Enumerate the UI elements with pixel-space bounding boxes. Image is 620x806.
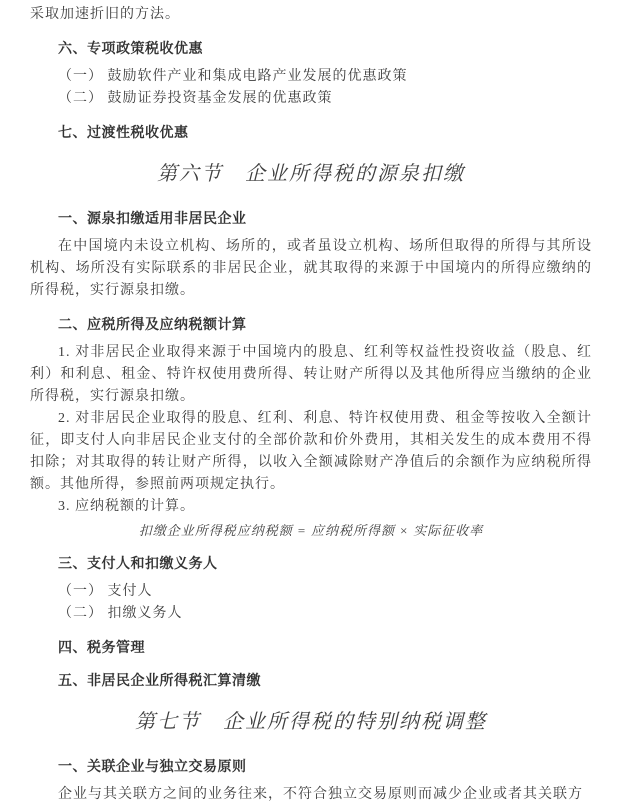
numbered-paragraph-2: 2. 对非居民企业取得的股息、红利、利息、特许权使用费、租金等按收入全额计征，即支付人向非居民企业支付的全部价款和价外费用，其相关发生的成本费用不得扣除；对其取得的转让财产所得，以收入全额减除财产净值后的余额作为应纳税所得额。其他所得，参照前两项规定执行。: [30, 411, 592, 492]
numbered-paragraph-3: 3. 应纳税额的计算。: [58, 499, 195, 514]
subsection-heading-3: 三、支付人和扣缴义务人: [58, 555, 218, 571]
list-item-payer: （一） 支付人: [58, 584, 153, 599]
list-item-1: （一） 鼓励软件产业和集成电路产业发展的优惠政策: [58, 69, 408, 84]
paragraph-last: 企业与其关联方之间的业务往来，不符合独立交易原则而减少企业或者其关联方: [58, 787, 583, 802]
subsection-heading-2: 二、应税所得及应纳税额计算: [58, 316, 247, 332]
subsection-heading-5: 五、非居民企业所得税汇算清缴: [58, 672, 261, 688]
subsection-heading-4: 四、税务管理: [58, 639, 145, 655]
list-item-2: （二） 鼓励证券投资基金发展的优惠政策: [58, 91, 333, 106]
subsection-heading-1: 一、源泉扣缴适用非居民企业: [58, 210, 247, 226]
section-title-6: 第六节 企业所得税的源泉扣缴: [157, 163, 465, 185]
section-title-7: 第七节 企业所得税的特别纳税调整: [135, 711, 487, 733]
tax-formula-line: 扣缴企业所得税应纳税额 = 应纳税所得额 × 实际征收率: [138, 523, 484, 538]
paragraph: 在中国境内未设立机构、场所的，或者虽设立机构、场所但取得的所得与其所设机构、场所没有实际联系的非居民企业，就其取得的来源于中国境内的所得应缴纳的所得税，实行源泉扣缴。: [30, 239, 592, 298]
numbered-paragraph-1: 1. 对非居民企业取得来源于中国境内的股息、红利等权益性投资收益（股息、红利）和利息、租金、特许权使用费所得、转让财产所得以及其他所得应当缴纳的企业所得税，实行源泉扣缴。: [30, 345, 592, 404]
subsection-heading-7: 七、过渡性税收优惠: [58, 124, 189, 140]
list-item-withholding-agent: （二） 扣缴义务人: [58, 606, 183, 621]
subsection-heading-related: 一、关联企业与独立交易原则: [58, 758, 247, 774]
subsection-heading-6: 六、专项政策税收优惠: [58, 40, 203, 56]
paragraph-continuation-line: 采取加速折旧的方法。: [30, 7, 180, 22]
